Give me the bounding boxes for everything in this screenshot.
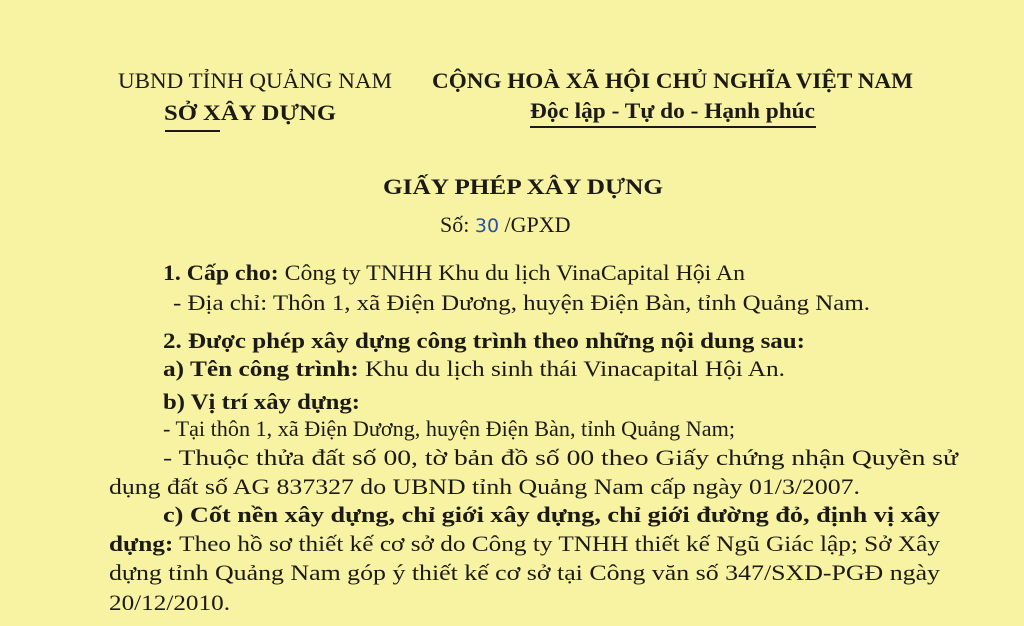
document-number	[440, 212, 571, 239]
section-c-label-cont: dựng:	[109, 531, 174, 556]
section-c-label: c) Cốt nền xây dựng, chỉ giới xây dựng, chỉ giới đường đỏ, định vị xây	[163, 502, 940, 527]
issuer-authority: UBND TỈNH QUẢNG NAM	[118, 68, 392, 93]
section-c-line-1	[109, 531, 940, 557]
section-c-text-1: Theo hồ sơ thiết kế cơ sở do Công ty TNHH thiết kế Ngũ Giác lập; Sở Xây	[179, 531, 940, 556]
project-name-label: a) Tên công trình:	[163, 356, 359, 381]
section-1	[163, 260, 745, 286]
location-line-2: - Thuộc thửa đất số 00, tờ bản đồ số 00 theo Giấy chứng nhận Quyền sử	[163, 445, 958, 470]
underline	[165, 130, 220, 132]
location-line-3: dụng đất số AG 837327 do UBND tỉnh Quảng Nam cấp ngày 01/3/2007.	[109, 474, 860, 499]
number-prefix: Số:	[440, 212, 470, 237]
section-c-line-2: dựng tỉnh Quảng Nam góp ý thiết kế cơ sở tại Công văn số 347/SXD-PGĐ ngày	[109, 560, 940, 585]
national-title: CỘNG HOÀ XÃ HỘI CHỦ NGHĨA VIỆT NAM	[432, 68, 913, 93]
section-2-heading: 2. Được phép xây dựng công trình theo những nội dung sau:	[163, 328, 805, 353]
section-c-line-3: 20/12/2010.	[109, 590, 230, 615]
location-label: b) Vị trí xây dựng:	[163, 389, 360, 414]
section-1-label: 1. Cấp cho:	[163, 260, 279, 285]
underline	[530, 126, 816, 128]
grantee-address: - Địa chỉ: Thôn 1, xã Điện Dương, huyện Điện Bàn, tỉnh Quảng Nam.	[173, 290, 870, 315]
national-motto: Độc lập - Tự do - Hạnh phúc	[530, 98, 815, 123]
grantee-name: Công ty TNHH Khu du lịch VinaCapital Hội An	[284, 260, 745, 285]
project-name-value: Khu du lịch sinh thái Vinacapital Hội An.	[365, 356, 785, 381]
document-title: GIẤY PHÉP XÂY DỰNG	[383, 174, 663, 199]
project-name	[163, 356, 785, 382]
issuer-department: SỞ XÂY DỰNG	[164, 100, 336, 125]
number-suffix: /GPXD	[504, 212, 571, 237]
location-line-1: - Tại thôn 1, xã Điện Dương, huyện Điện Bàn, tỉnh Quảng Nam;	[163, 416, 736, 441]
number-value-handwritten: 30	[474, 215, 500, 237]
